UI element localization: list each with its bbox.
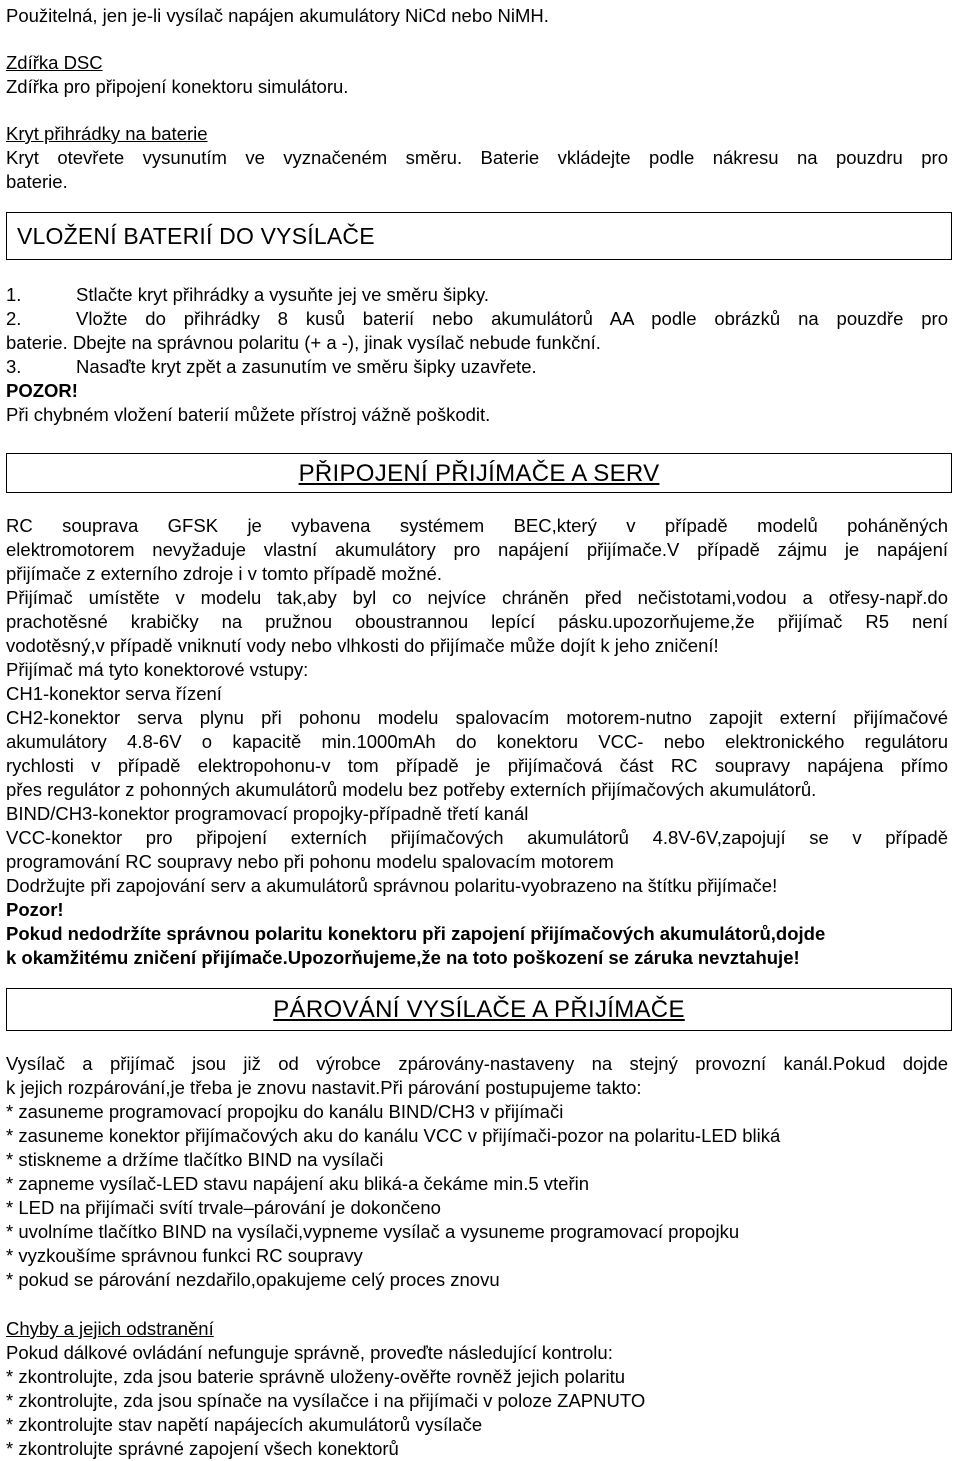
receiver-paragraph-line: rychlosti v případě elektropohonu-v tom případě je přijímačová část RC soupravy napájena přímo xyxy=(6,755,948,776)
troubleshooting-heading: Chyby a jejich odstranění xyxy=(6,1318,214,1339)
receiver-paragraph-line: prachotěsné krabičky na pružnou oboustrannou lepící pásku.upozorňujeme,že přijímač R5 není xyxy=(6,611,948,632)
receiver-paragraph-line: akumulátory 4.8-6V o kapacitě min.1000mAh do konektoru VCC- nebo elektronického regulátoru xyxy=(6,731,948,752)
receiver-warning-line-2: k okamžitému zničení přijímače.Upozorňujeme,že na toto poškození se záruka nevztahuje! xyxy=(6,947,800,968)
receiver-paragraph-line: přijímače z externího zdroje i v tomto případě možné. xyxy=(6,563,442,584)
step-text: Vložte do přihrádky 8 kusů baterií nebo akumulátorů AA podle obrázků na pouzdře pro xyxy=(76,308,948,329)
battery-cover-text-1: Kryt otevřete vysunutím ve vyznačeném směru. Baterie vkládejte podle nákresu na pouzdru pro xyxy=(6,147,948,168)
section-title-box-pairing xyxy=(6,988,952,1031)
battery-warning-text: Při chybném vložení baterií můžete přístroj vážně poškodit. xyxy=(6,404,491,425)
battery-cover-text-2: baterie. xyxy=(6,171,68,192)
receiver-paragraph-line: Přijímač umístěte v modelu tak,aby byl co nejvíce chráněn před nečistotami,vodou a otřesy-např.do xyxy=(6,587,948,608)
pairing-step: * zasuneme konektor přijímačových aku do kanálu VCC v přijímači-pozor na polaritu-LED bliká xyxy=(6,1125,781,1146)
receiver-paragraph-line: přes regulátor z pohonných akumulátorů modelu bez potřeby externích přijímačových akumulátorů. xyxy=(6,779,817,800)
troubleshooting-item: * zkontrolujte správné zapojení všech konektorů xyxy=(6,1438,399,1459)
section-title-pairing: PÁROVÁNÍ VYSÍLAČE A PŘIJÍMAČE xyxy=(273,996,685,1023)
receiver-paragraph-line: VCC-konektor pro připojení externích přijímačových akumulátorů 4.8V-6V,zapojují se v případě xyxy=(6,827,948,848)
section-title-battery: VLOŽENÍ BATERIÍ DO VYSÍLAČE xyxy=(17,223,375,249)
receiver-paragraph-line: BIND/CH3-konektor programovací propojky-případně třetí kanál xyxy=(6,803,529,824)
section-title-box-receiver xyxy=(6,453,952,493)
battery-step-1 xyxy=(6,283,948,307)
battery-warning-label: POZOR! xyxy=(6,380,78,401)
pairing-step: * LED na přijímači svítí trvale–párování je dokončeno xyxy=(6,1197,441,1218)
receiver-paragraph-line: vodotěsný,v případě vniknutí vody nebo vlhkosti do přijímače může dojít k jeho zničení! xyxy=(6,635,719,656)
dsc-text: Zdířka pro připojení konektoru simulátoru. xyxy=(6,76,349,97)
battery-cover-heading: Kryt přihrádky na baterie xyxy=(6,123,208,144)
receiver-warning-label: Pozor! xyxy=(6,899,64,920)
troubleshooting-item: * zkontrolujte, zda jsou baterie správně uložen​y-ověřte rovněž jejich polaritu xyxy=(6,1366,626,1387)
pairing-intro-1: Vysílač a přijímač jsou již od výrobce zpárovány-nastaveny na stejný provozní kanál.Pokud dojde xyxy=(6,1053,948,1074)
troubleshooting-item: * zkontrolujte, zda jsou spínače na vysílačce i na přijímači v poloze ZAPNUTO xyxy=(6,1390,646,1411)
power-note: Použitelná, jen je-li vysílač napájen akumulátory NiCd nebo NiMH. xyxy=(6,5,549,26)
pairing-step: * zasuneme programovací propojku do kanálu BIND/CH3 v přijímači xyxy=(6,1101,564,1122)
section-title-box-battery xyxy=(6,212,952,260)
pairing-step: * stiskneme a držíme tlačítko BIND na vysílači xyxy=(6,1149,384,1170)
receiver-paragraph-line: Dodržujte při zapojování serv a akumulátorů správnou polaritu-vyobrazeno na štítku přijímače! xyxy=(6,875,778,896)
receiver-paragraph-line: CH1-konektor serva řízení xyxy=(6,683,222,704)
pairing-step: * zapneme vysílač-LED stavu napájení aku bliká-a čekáme min.5 vteřin xyxy=(6,1173,590,1194)
battery-step-3 xyxy=(6,355,948,379)
pairing-step: * uvolníme tlačítko BIND na vysílači,vypneme vysílač a vysuneme programovací propojku xyxy=(6,1221,740,1242)
receiver-paragraph-line: Přijímač má tyto konektorové vstupy: xyxy=(6,659,309,680)
battery-step-2a xyxy=(6,307,948,331)
step-number: 3. xyxy=(6,356,22,377)
receiver-paragraph-line: RC souprava GFSK je vybavena systémem BEC,který v případě modelů poháněných xyxy=(6,515,948,536)
troubleshooting-item: * zkontrolujte stav napětí napájecích akumulátorů vysílače xyxy=(6,1414,483,1435)
pairing-intro-2: k jejich rozpárování,je třeba je znovu nastavit.Při párování postupujeme takto: xyxy=(6,1077,642,1098)
receiver-paragraph-line: programování RC soupravy nebo při pohonu modelu spalovacím motorem xyxy=(6,851,614,872)
step-number: 1. xyxy=(6,284,22,305)
receiver-paragraph-line: CH2-konektor serva plynu při pohonu modelu spalovacím motorem-nutno zapojit externí přijímačové xyxy=(6,707,948,728)
battery-step-2b: baterie. Dbejte na správnou polaritu (+ a -), jinak vysílač nebude funkční. xyxy=(6,332,601,353)
troubleshooting-intro: Pokud dálkové ovládání nefunguje správně, proveďte následující kontrolu: xyxy=(6,1342,613,1363)
step-number: 2. xyxy=(6,308,22,329)
section-title-receiver: PŘIPOJENÍ PŘIJÍMAČE A SERV xyxy=(298,460,660,487)
receiver-paragraph-line: elektromotorem nevyžaduje vlastní akumulátory pro napájení přijímače.V případě zájmu je napájení xyxy=(6,539,948,560)
step-text: Nasaďte kryt zpět a zasunutím ve směru šipky uzavřete. xyxy=(76,356,537,377)
pairing-step: * vyzkoušíme správnou funkci RC soupravy xyxy=(6,1245,363,1266)
step-text: Stlačte kryt přihrádky a vysuňte jej ve směru šipky. xyxy=(76,284,489,305)
receiver-warning-line-1: Pokud nedodržíte správnou polaritu konektoru při zapojení přijímačových akumulátorů,dojde xyxy=(6,923,826,944)
pairing-step: * pokud se párování nezdařilo,opakujeme celý proces znovu xyxy=(6,1269,500,1290)
dsc-heading: Zdířka DSC xyxy=(6,52,103,73)
